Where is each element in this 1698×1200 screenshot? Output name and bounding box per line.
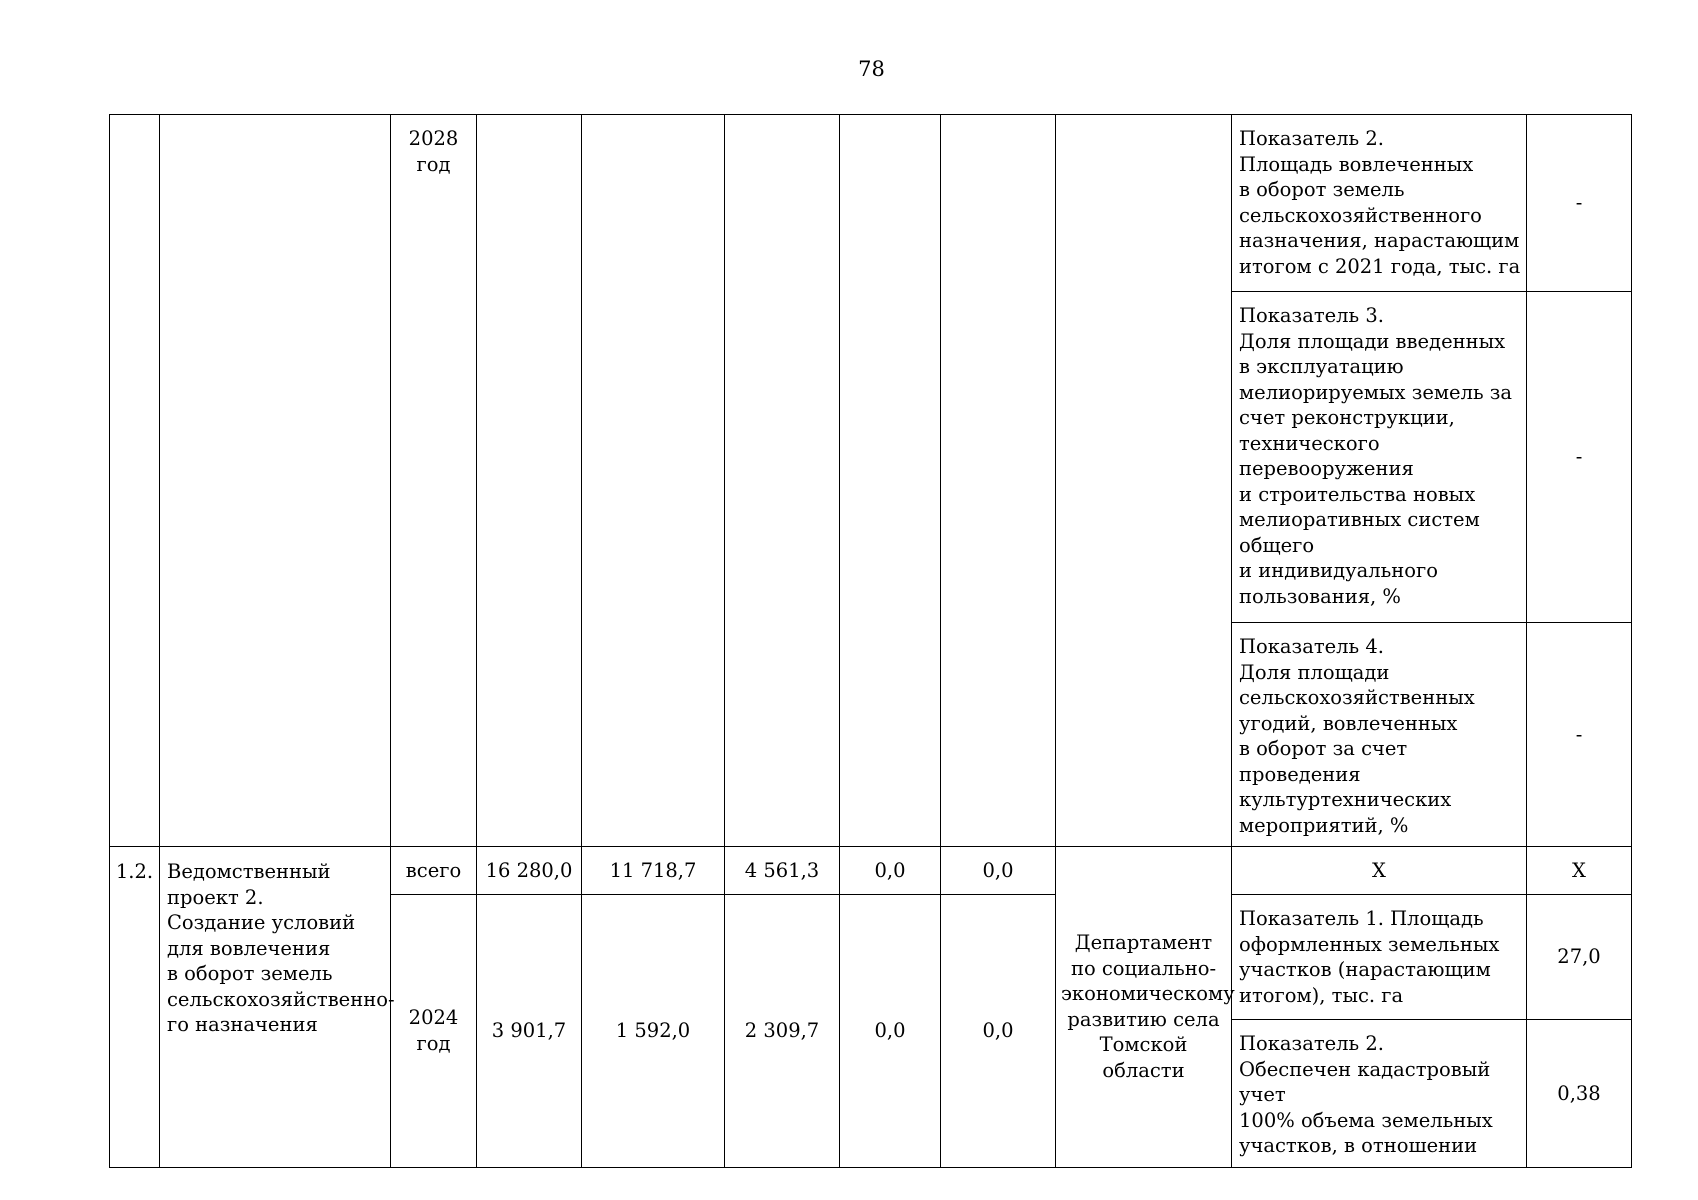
year-value: 2024 xyxy=(408,1006,459,1030)
total-label: всего xyxy=(391,847,477,895)
empty-cell xyxy=(582,115,725,847)
empty-number-cell xyxy=(110,115,160,847)
year-value-other: 0,0 xyxy=(941,895,1056,1168)
total-value-all: 16 280,0 xyxy=(477,847,582,895)
year-suffix: год xyxy=(416,1031,451,1055)
empty-responsible-cell xyxy=(1056,115,1232,847)
indicator-value: - xyxy=(1527,623,1632,847)
year-cell xyxy=(391,115,477,847)
responsible-text: Департамент по социально- экономическому развитию села Томской области xyxy=(1061,931,1235,1082)
empty-cell xyxy=(477,115,582,847)
indicator-text xyxy=(1232,115,1527,292)
empty-cell xyxy=(725,115,840,847)
project-name xyxy=(160,847,395,1168)
year-value: 2028 xyxy=(408,127,459,150)
program-table xyxy=(109,114,1632,1168)
row-number: 1.2. xyxy=(110,847,160,1168)
empty-cell xyxy=(941,115,1056,847)
total-value-regional: 4 561,3 xyxy=(725,847,840,895)
year-suffix: год xyxy=(416,152,451,176)
indicator-label: Показатель 3. Доля площади введенных в эксплуатацию мелиорируемых земель за счет реконструкции, технического перевооружения и строительства новых мелиоративных систем общего и индивидуального пользования, % xyxy=(1239,304,1513,608)
indicator-text xyxy=(1232,623,1527,847)
page-number: 78 xyxy=(858,57,885,81)
year-value-regional: 2 309,7 xyxy=(725,895,840,1168)
indicator-value: 27,0 xyxy=(1527,895,1632,1020)
project-name-text: Ведомственный проект 2. Создание условий для вовлечения в оборот земель сельскохозяйственно- го назначения xyxy=(167,860,395,1036)
year-value-all: 3 901,7 xyxy=(477,895,582,1168)
indicator-text xyxy=(1232,895,1527,1020)
responsible-executor xyxy=(1056,847,1235,1168)
indicator-text xyxy=(1232,1020,1527,1168)
total-value-other: 0,0 xyxy=(941,847,1056,895)
indicator-label: Показатель 2. Обеспечен кадастровый учет 100% объема земельных участков, в отношении xyxy=(1239,1032,1493,1157)
year-value-local: 0,0 xyxy=(840,895,941,1168)
table-row xyxy=(110,115,1632,292)
year-value-federal: 1 592,0 xyxy=(582,895,725,1168)
indicator-x: Х xyxy=(1232,847,1527,895)
value-x: Х xyxy=(1527,847,1632,895)
total-value-local: 0,0 xyxy=(840,847,941,895)
indicator-value: 0,38 xyxy=(1527,1020,1632,1168)
table-row xyxy=(110,847,1632,895)
indicator-value: - xyxy=(1527,115,1632,292)
indicator-label: Показатель 1. Площадь оформленных земельных участков (нарастающим итогом), тыс. га xyxy=(1239,907,1500,1007)
empty-cell xyxy=(840,115,941,847)
indicator-label: Показатель 4. Доля площади сельскохозяйственных угодий, вовлеченных в оборот за счет проведения культуртехнических мероприятий, % xyxy=(1239,635,1475,837)
year-cell xyxy=(391,895,477,1168)
total-value-federal: 11 718,7 xyxy=(582,847,725,895)
empty-name-cell xyxy=(160,115,391,847)
indicator-label: Показатель 2. Площадь вовлеченных в оборот земель сельскохозяйственного назначения, нарастающим итогом с 2021 года, тыс. га xyxy=(1239,127,1521,278)
indicator-text xyxy=(1232,292,1527,623)
indicator-value: - xyxy=(1527,292,1632,623)
